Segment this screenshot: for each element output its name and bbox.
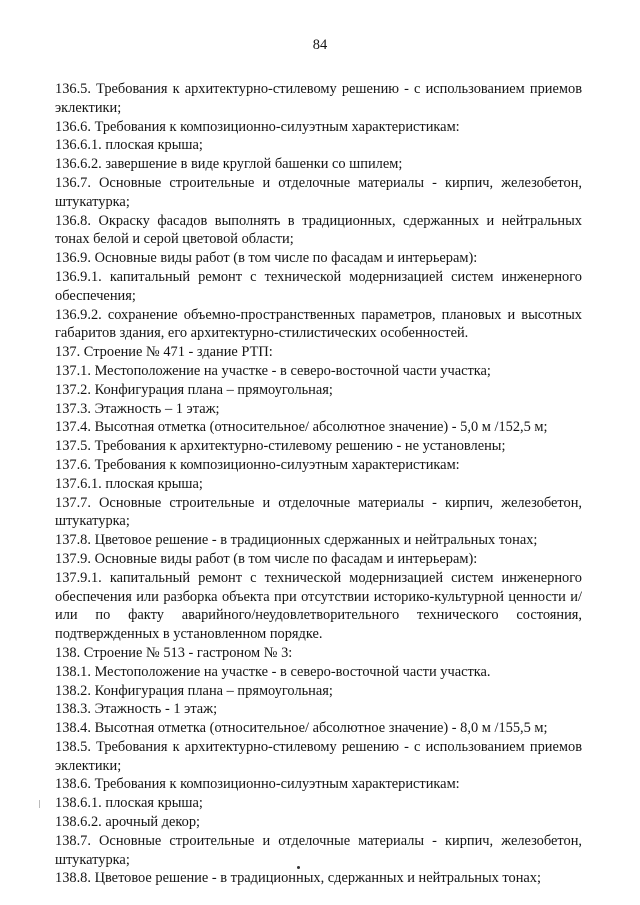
scan-dot-mark <box>297 866 300 869</box>
paragraph-138-1: 138.1. Местоположение на участке - в северо-восточной части участка. <box>55 663 491 680</box>
paragraph-137-9-1: 137.9.1. капитальный ремонт с технической модернизацией систем инженерного обеспечения или разборка объекта при отсутствии историко-культурной ценности и/или по факту аварийного/неудовлетворительного технического состояния, подтвержденных в установленном порядке. <box>55 569 582 643</box>
page-number: 84 <box>312 37 328 53</box>
paragraph-138-5: 138.5. Требования к архитектурно-стилевому решению - с использованием приемов эклектики; <box>55 738 582 774</box>
paragraph-138-6: 138.6. Требования к композиционно-силуэтным характеристикам: <box>55 776 460 793</box>
paragraph-136-9: 136.9. Основные виды работ (в том числе по фасадам и интерьерам): <box>55 250 478 267</box>
paragraph-137-7: 137.7. Основные строительные и отделочные материалы - кирпич, железобетон, штукатурка; <box>55 494 582 530</box>
scan-margin-mark <box>39 800 40 808</box>
paragraph-138-7: 138.7. Основные строительные и отделочные материалы - кирпич, железобетон, штукатурка; <box>55 832 582 868</box>
paragraph-136-9-1: 136.9.1. капитальный ремонт с технической модернизацией систем инженерного обеспечения; <box>55 268 582 304</box>
paragraph-136-6-2: 136.6.2. завершение в виде круглой башенки со шпилем; <box>55 156 403 173</box>
paragraph-138: 138. Строение № 513 - гастроном № 3: <box>55 644 293 661</box>
paragraph-137-3: 137.3. Этажность – 1 этаж; <box>55 400 220 417</box>
paragraph-137: 137. Строение № 471 - здание РТП: <box>55 344 273 361</box>
paragraph-136-8: 136.8. Окраску фасадов выполнять в традиционных, сдержанных и нейтральных тонах белой и серой цветовой области; <box>55 212 582 248</box>
paragraph-137-2: 137.2. Конфигурация плана – прямоугольная; <box>55 381 333 398</box>
paragraph-137-4: 137.4. Высотная отметка (относительное/ абсолютное значение) - 5,0 м /152,5 м; <box>55 419 548 436</box>
paragraph-137-8: 137.8. Цветовое решение - в традиционных сдержанных и нейтральных тонах; <box>55 532 538 549</box>
paragraph-138-8: 138.8. Цветовое решение - в традиционных, сдержанных и нейтральных тонах; <box>55 870 541 887</box>
paragraph-138-4: 138.4. Высотная отметка (относительное/ абсолютное значение) - 8,0 м /155,5 м; <box>55 720 548 737</box>
paragraph-136-9-2: 136.9.2. сохранение объемно-пространственных параметров, плановых и высотных габаритов здания, его архитектурно-стилистических особенностей. <box>55 306 582 342</box>
paragraph-136-6-1: 136.6.1. плоская крыша; <box>55 137 203 154</box>
paragraph-137-5: 137.5. Требования к архитектурно-стилевому решению - не установлены; <box>55 438 506 455</box>
paragraph-138-3: 138.3. Этажность - 1 этаж; <box>55 701 218 718</box>
paragraph-137-6: 137.6. Требования к композиционно-силуэтным характеристикам: <box>55 456 460 473</box>
paragraph-137-9: 137.9. Основные виды работ (в том числе по фасадам и интерьерам): <box>55 550 478 567</box>
paragraph-137-1: 137.1. Местоположение на участке - в северо-восточной части участка; <box>55 362 491 379</box>
paragraph-136-6: 136.6. Требования к композиционно-силуэтным характеристикам: <box>55 118 460 135</box>
paragraph-138-6-1: 138.6.1. плоская крыша; <box>55 795 203 812</box>
paragraph-138-2: 138.2. Конфигурация плана – прямоугольная; <box>55 682 333 699</box>
document-body <box>55 80 582 888</box>
paragraph-136-7: 136.7. Основные строительные и отделочные материалы - кирпич, железобетон, штукатурка; <box>55 174 582 210</box>
paragraph-136-5: 136.5. Требования к архитектурно-стилевому решению - с использованием приемов эклектики; <box>55 81 582 116</box>
paragraph-137-6-1: 137.6.1. плоская крыша; <box>55 475 203 492</box>
paragraph-138-6-2: 138.6.2. арочный декор; <box>55 814 201 831</box>
